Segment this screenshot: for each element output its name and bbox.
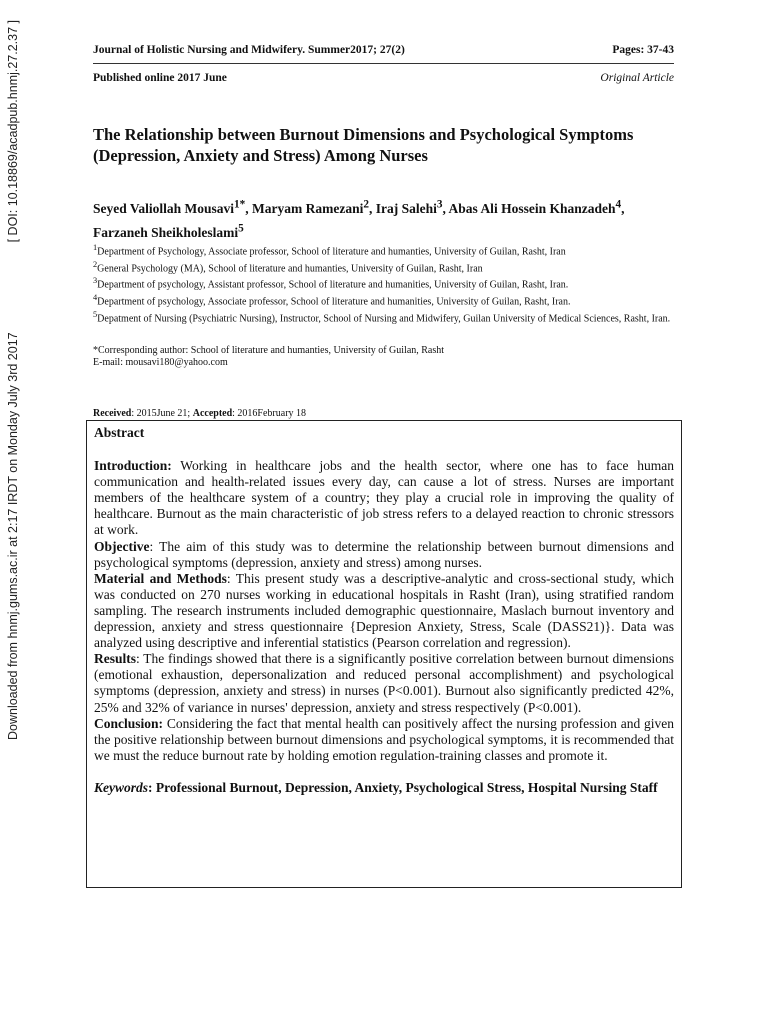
received-dates xyxy=(93,408,674,419)
affiliation-item: $^4$Department of psychology, Associate professor, School of literature and humanities, University of Guilan, Rasht, Iran. xyxy=(93,292,571,308)
article-type: Original Article xyxy=(600,72,674,84)
abstract-results: Results: The findings showed that there is a significantly positive correlation between burnout dimensions (emotional exhaustion, depersonalization and reduced personal accomplishment) and psychological symptoms (depression, anxiety and stress) in nurses (P<0.001). Burnout also significantly predicted 42%, 25% and 32% of variance in nurses' depression, anxiety and stress respectively (P<0.001). xyxy=(94,651,674,715)
corresponding-address: *Corresponding author: School of literature and humanties, University of Guilan, Rasht xyxy=(93,345,445,356)
abstract-objective: Objective: The aim of this study was to determine the relationship between burnout dimensions and psychological symptoms (depression, anxiety and stress) among nurses. xyxy=(94,538,674,570)
accepted-label: Accepted xyxy=(192,408,233,419)
journal-header xyxy=(93,44,674,56)
corresponding-email: E-mail: mousavi180@yahoo.com xyxy=(93,357,228,369)
abstract-methods: Material and Methods: This present study was a descriptive-analytic and cross-sectional study, which was conducted on 270 nurses working in educational hospitals in Rasht (Iran), using stratified random sampling. The research instruments included demographic questionnaire, Maslach burnout inventory and depression, anxiety and stress questionnaire {Depresion Anxiety, Stress, Scale (DASS21)}. Data was analyzed using descriptive and inferential statistics (Pearson correlation and regression). xyxy=(94,570,674,651)
doi-note: [ DOI: 10.18869/acadpub.hnmj.27.2.37 ] xyxy=(6,20,20,243)
author: Seyed Valiollah Mousavi$^{1*}$, xyxy=(93,198,253,216)
affiliation-item: $^5$Depatment of Nursing (Psychiatric Nursing), Instructor, School of Nursing and Midwifery, Guilan University of Medical Sciences, Rasht, Iran. xyxy=(93,309,671,324)
publication-line xyxy=(93,72,674,84)
author: Farzaneh Sheikholeslami$^5$ xyxy=(93,222,244,240)
header-divider xyxy=(93,63,674,64)
received-value: : 2015June 21; xyxy=(131,408,193,419)
affiliations xyxy=(93,242,674,325)
affiliation-item: $^2$General Psychology (MA), School of literature and humanties, University of Guilan, Rasht, Iran xyxy=(93,259,483,274)
published-date: Published online 2017 June xyxy=(93,72,227,84)
affiliation-item: $^1$Department of Psychology, Associate professor, School of literature and humanties, University of Guilan, Rasht, Iran xyxy=(93,243,566,258)
page-range: Pages: 37-43 xyxy=(612,44,674,56)
accepted-value: : 2016February 18 xyxy=(232,408,307,419)
received-label: Received xyxy=(93,408,132,419)
affiliation-item: $^3$Department of psychology, Assistant professor, School of literature and humanities, University of Guilan, Rasht, Iran. xyxy=(93,276,569,291)
abstract-introduction: Introduction: Working in healthcare jobs and the health sector, where one has to face human communication and health-related issues every day, can cause a lot of stress. Nurses are important members of the healthcare system of a country; they play a crucial role in improving the quality of healthcare. Burnout as the main characteristic of job stress refers to a delayed reaction to chronic stressors at work. xyxy=(94,458,674,538)
author: Maryam Ramezani$^2$, xyxy=(252,198,376,216)
journal-name: Journal of Holistic Nursing and Midwifery. Summer2017; 27(2) xyxy=(93,44,405,56)
download-note: Downloaded from hnmj.gums.ac.ir at 2:17 IRDT on Monday July 3rd 2017 xyxy=(6,332,20,740)
abstract-box xyxy=(86,420,682,888)
abstract-keywords: Keywords: Professional Burnout, Depression, Anxiety, Psychological Stress, Hospital Nursing Staff xyxy=(94,779,658,795)
abstract-conclusion: Conclusion: Considering the fact that mental health can positively affect the nursing profession and given the positive relationship between burnout dimensions and psychological symptoms, it is recommended that we must the reduce burnout rate by holding emotion regulation-training classes and promote it. xyxy=(94,715,674,763)
corresponding-author xyxy=(93,345,674,370)
author: Abas Ali Hossein Khanzadeh$^4$, xyxy=(448,198,625,216)
author-list xyxy=(93,194,674,243)
abstract-heading: Abstract xyxy=(94,425,145,440)
paper-title: The Relationship between Burnout Dimensions and Psychological Symptoms (Depression, Anxiety and Stress) Among Nurses xyxy=(93,125,634,165)
author: Iraj Salehi$^3$, xyxy=(375,198,449,216)
download-watermark xyxy=(6,20,20,740)
